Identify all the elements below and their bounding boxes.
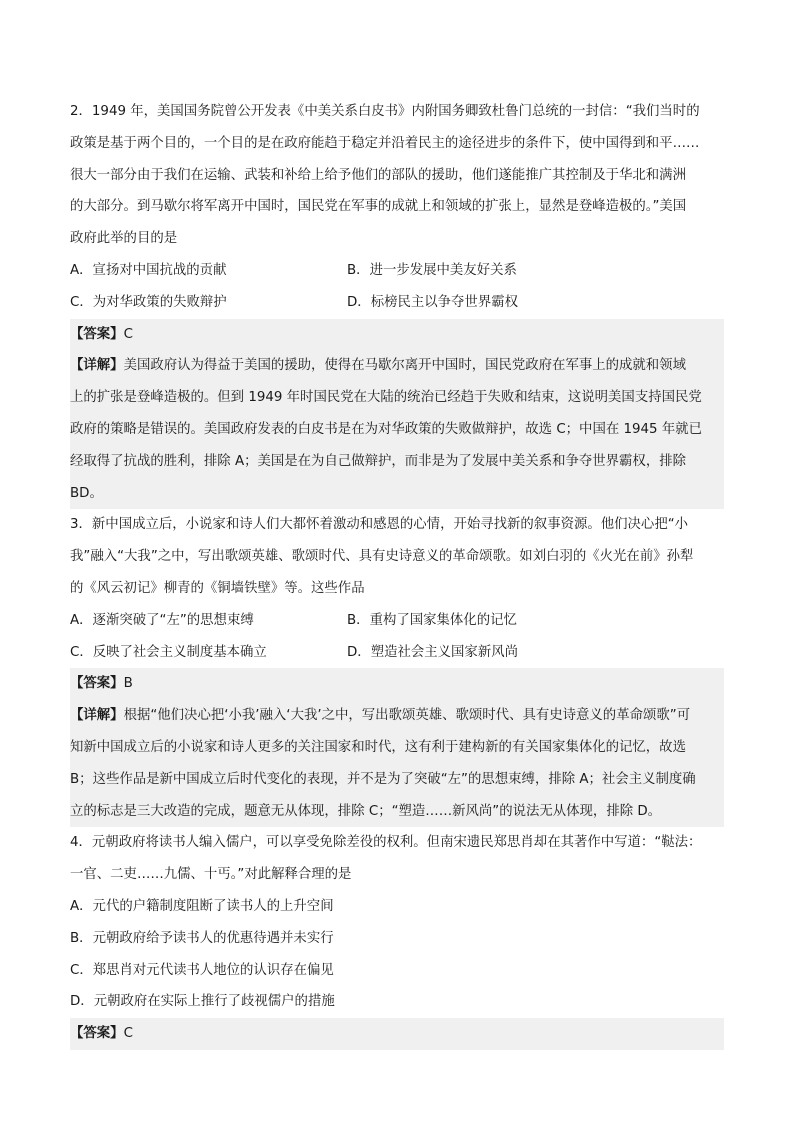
answer-line	[70, 319, 724, 351]
question-text-line: 的《风云初记》柳青的《铜墙铁壁》等。这些作品	[70, 580, 365, 596]
detail-line: 上的扩张是登峰造极的。但到 1949 年时国民党在大陆的统治已经趋于失败和结束，这说明美国支持国民党	[70, 382, 724, 414]
options-row	[70, 255, 724, 287]
question-text-line: 4．元朝政府将读书人编入儒户，可以享受免除差役的权利。但南宋遗民郑思肖却在其著作中写道：“鞑法：	[70, 835, 702, 851]
option-a: A．宣扬对中国抗战的贡献	[70, 262, 227, 278]
option-d: D．塑造社会主义国家新风尚	[347, 644, 518, 660]
question-text-line: 2．1949 年，美国国务院曾公开发表《中美关系白皮书》内附国务卿致杜鲁门总统的一封信：“我们当时的	[70, 104, 700, 119]
detail-line: 经取得了抗战的胜利，排除 A；美国是在为自己做辩护，而非是为了发展中美关系和争夺世界霸权，排除	[70, 446, 724, 478]
detail-line: 立的标志是三大改造的完成，题意无从体现，排除 C；“塑造……新风尚”的说法无从体现，排除 D。	[70, 796, 724, 828]
question-4	[70, 827, 724, 1050]
detail-line: BD。	[70, 478, 724, 510]
question-text-line: 一官、二吏……九儒、十丐。”对此解释合理的是	[70, 867, 352, 883]
question-text-line: 政策是基于两个目的，一个目的是在政府能趋于稳定并沿着民主的途径进步的条件下，使中国得到和平……	[70, 135, 700, 151]
question-2	[70, 96, 724, 509]
answer-value: C	[123, 326, 133, 342]
detail-line: 知新中国成立后的小说家和诗人更多的关注国家和时代，这有利于建构新的有关国家集体化的记忆，故选	[70, 732, 724, 764]
document-page	[70, 96, 724, 1050]
detail-tag: 【详解】	[70, 358, 124, 374]
answer-value: B	[123, 676, 133, 692]
detail-text: 美国政府认为得益于美国的援助，使得在马歇尔离开中国时，国民党政府在军事上的成就和领域	[123, 358, 686, 374]
answer-value: C	[123, 1026, 133, 1042]
question-text-line: 3．新中国成立后，小说家和诗人们大都怀着激动和感恩的心情，开始寻找新的叙事资源。他们决心把“小	[70, 517, 689, 533]
answer-line	[70, 1018, 724, 1050]
option-b: B．进一步发展中美友好关系	[347, 262, 517, 278]
question-text-line: 我”融入“大我”之中，写出歌颂英雄、歌颂时代、具有史诗意义的革命颂歌。如刘白羽的《火光在前》孙犁	[70, 549, 694, 565]
option-c: C．为对华政策的失败辩护	[70, 294, 227, 310]
options-row	[70, 287, 724, 319]
question-text-line: 的大部分。到马歇尔将军离开中国时，国民党在军事的成就上和领域的扩张上，显然是登峰造极的。”美国	[70, 199, 687, 215]
option-a: A．逐渐突破了“左”的思想束缚	[70, 612, 254, 628]
detail-line	[70, 350, 724, 382]
option-a: A．元代的户籍制度阻断了读书人的上升空间	[70, 898, 334, 914]
answer-line	[70, 668, 724, 700]
options-row	[70, 605, 724, 637]
option-b: B．元朝政府给予读书人的优惠待遇并未实行	[70, 930, 334, 946]
detail-text: 根据“他们决心把‘小我’融入‘大我’之中，写出歌颂英雄、歌颂时代、具有史诗意义的革命颂歌”可	[123, 708, 691, 724]
answer-tag: 【答案】	[70, 1026, 124, 1042]
question-3	[70, 509, 724, 827]
detail-tag: 【详解】	[70, 708, 124, 724]
option-b: B．重构了国家集体化的记忆	[347, 612, 517, 628]
option-c: C．反映了社会主义制度基本确立	[70, 644, 267, 660]
detail-line	[70, 700, 724, 732]
option-c: C．郑思肖对元代读书人地位的认识存在偏见	[70, 962, 334, 978]
options-row	[70, 637, 724, 669]
answer-tag: 【答案】	[70, 326, 124, 342]
detail-line: B；这些作品是新中国成立后时代变化的表现，并不是为了突破“左”的思想束缚，排除 A；社会主义制度确	[70, 764, 724, 796]
answer-tag: 【答案】	[70, 676, 124, 692]
question-text-line: 很大一部分由于我们在运输、武装和补给上给予他们的部队的援助，他们遂能推广其控制及于华北和满洲	[70, 167, 686, 183]
option-d: D．元朝政府在实际上推行了歧视儒户的措施	[70, 994, 335, 1010]
option-d: D．标榜民主以争夺世界霸权	[347, 294, 518, 310]
question-text-line: 政府此举的目的是	[70, 231, 178, 247]
detail-line: 政府的策略是错误的。美国政府发表的白皮书是在为对华政策的失败做辩护，故选 C；中国在 1945 年就已	[70, 414, 724, 446]
